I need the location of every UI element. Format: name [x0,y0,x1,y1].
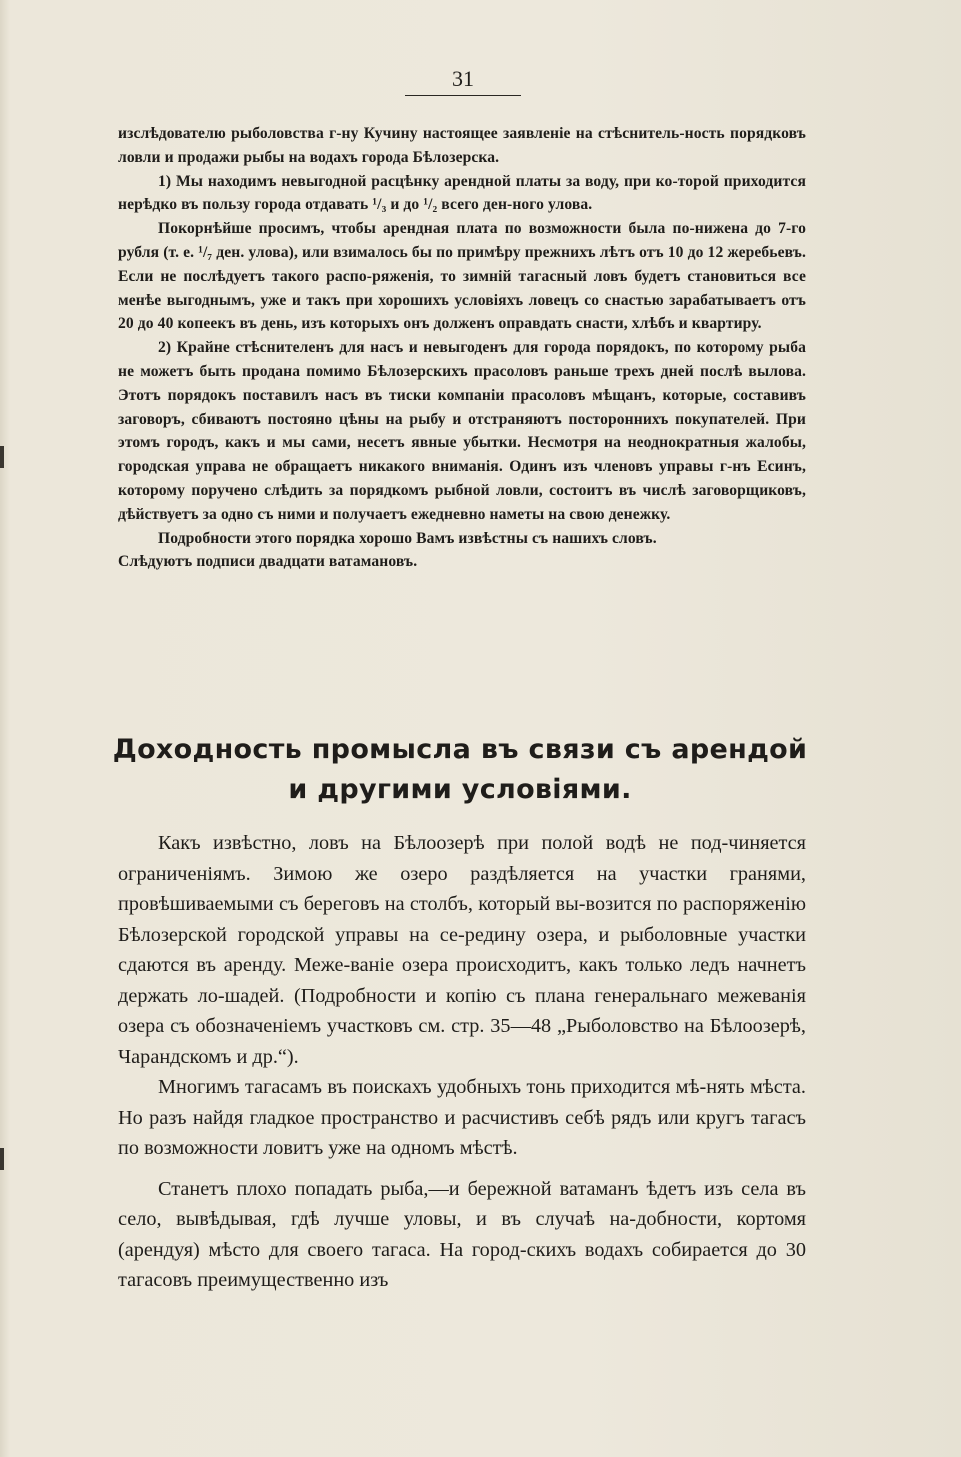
body-text [118,828,806,1296]
petition-paragraph: изслѣдователю рыболовства г-ну Кучину настоящее заявленіе на стѣснитель-ность порядковъ ловли и продажи рыбы на водахъ города Бѣлозерска. [118,125,806,166]
body-paragraph: Многимъ тагасамъ въ поискахъ удобныхъ тонь приходится мѣ-нять мѣста. Но разъ найдя гладкое пространство и расчистивъ себѣ рядъ или кругъ тагасъ по возможности ловитъ уже на одномъ мѣстѣ. [118,1076,806,1159]
section-heading-line: и другими условіями. [288,774,632,805]
petition-paragraph: Покорнѣйше просимъ, чтобы арендная плата по возможности была по-нижена до 7-го рубля (т. е. ¹/₇ ден. улова), или взималось бы по примѣру прежнихъ лѣтъ отъ 10 до 12 жеребьевъ. Если не послѣдуетъ такого распо-ряженія, то зимній тагасный ловъ будетъ становиться все менѣе выгоднымъ, уже и такъ при хорошихъ условіяхъ ловецъ со снастью зарабатываетъ отъ 20 до 40 копеекъ въ день, изъ которыхъ онъ долженъ оправдать снасти, хлѣбъ и квартиру. [118,220,806,333]
edge-mark [0,446,4,468]
petition-paragraph: 1) Мы находимъ невыгодной расцѣнку арендной платы за воду, при ко-торой приходится нерѣдко въ пользу города отдавать ¹/₃ и до ¹/₂ всего ден-ного улова. [118,172,806,214]
signatures-note: Слѣдуютъ подписи двадцати ватамановъ. [118,553,418,571]
section-heading [100,730,820,810]
page-number: 31 [405,66,521,96]
petition-text [118,122,806,574]
petition-paragraph: Подробности этого порядка хорошо Вамъ извѣстны съ нашихъ словъ. [158,529,657,547]
edge-mark [0,1148,4,1170]
section-heading-line: Доходность промысла въ связи съ арендой [112,734,808,765]
petition-paragraph: 2) Крайне стѣснителенъ для насъ и невыгоденъ для города порядокъ, по которому рыба не можетъ быть продана помимо Бѣлозерскихъ прасоловъ раньше трехъ дней послѣ вылова. Этотъ порядокъ поставилъ насъ въ тиски компаніи прасоловъ мѣщанъ, которые, составивъ заговоръ, сбиваютъ постояно цѣны на рыбу и отстраняютъ постороннихъ покупателей. При этомъ городъ, какъ и мы сами, несетъ явные убытки. Несмотря на неоднократныя жалобы, городская управа не обращаетъ никакого вниманія. Одинъ изъ членовъ управы г-нъ Есинъ, которому поручено слѣдить за порядкомъ рыбной ловли, состоитъ въ числѣ заговорщиковъ, дѣйствуетъ за одно съ ними и получаетъ ежедневно наметы на свою денежку. [118,339,806,523]
body-paragraph: Какъ извѣстно, ловъ на Бѣлоозерѣ при полой водѣ не под-чиняется ограниченіямъ. Зимою же озеро раздѣляется на участки гранями, провѣшиваемыми съ береговъ на столбъ, который вы-возится по распоряженію Бѣлозерской городской управы на се-редину озера, и рыболовные участки сдаются въ аренду. Меже-ваніе озера происходитъ, какъ только ледъ начнетъ держать ло-шадей. (Подробности и копію съ плана генеральнаго межеванія озера съ обозначеніемъ участковъ см. стр. 35—48 „Рыболовство на Бѣлоозерѣ, Чарандскомъ и др.“). [118,832,806,1068]
body-paragraph: Станетъ плохо попадать рыба,—и бережной ватаманъ ѣдетъ изъ села въ село, вывѣдывая, гдѣ лучше уловы, и въ случаѣ на-добности, кортомя (арендуя) мѣсто для своего тагаса. На город-скихъ водахъ собирается до 30 тагасовъ преимущественно изъ [118,1177,806,1291]
